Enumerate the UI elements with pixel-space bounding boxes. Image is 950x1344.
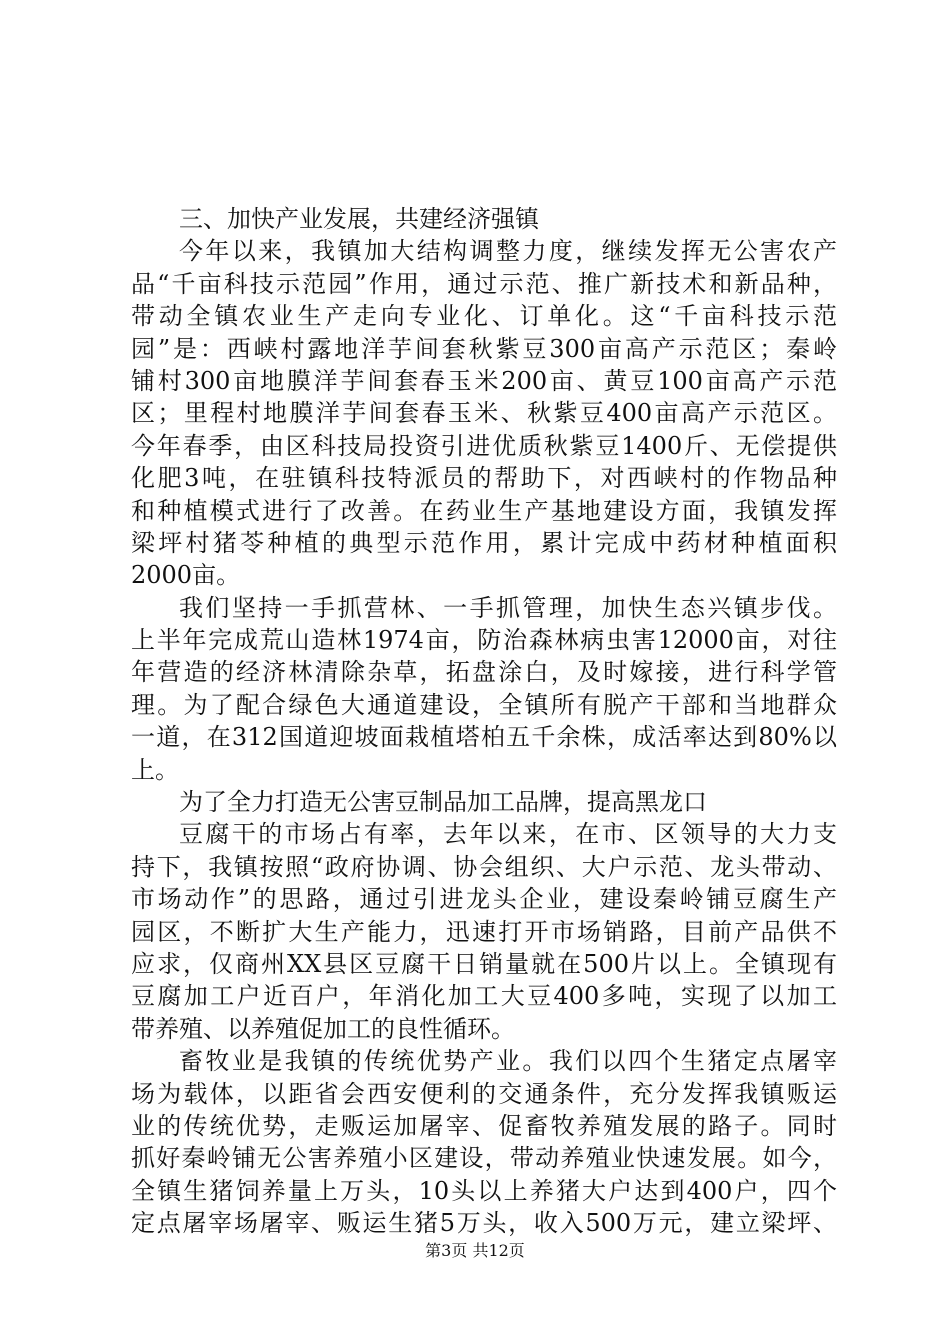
- text-line: 和种植模式进行了改善。在药业生产基地建设方面，我镇发挥: [131, 496, 837, 525]
- text-line: 今年以来，我镇加大结构调整力度，继续发挥无公害农产: [179, 237, 837, 266]
- text-line: 场为载体，以距省会西安便利的交通条件，充分发挥我镇贩运: [131, 1079, 837, 1108]
- text-line: 全镇生猪饲养量上万头，10头以上养猪大户达到400户，四个: [131, 1176, 837, 1205]
- text-line: 园区，不断扩大生产能力，迅速打开市场销路，目前产品供不: [131, 917, 837, 946]
- text-line: 年营造的经济林清除杂草，拓盘涂白，及时嫁接，进行科学管: [131, 658, 837, 687]
- text-line: 上。: [131, 755, 179, 784]
- text-line: 铺村300亩地膜洋芋间套春玉米200亩、黄豆100亩高产示范: [131, 366, 837, 395]
- text-line: 畜牧业是我镇的传统优势产业。我们以四个生猪定点屠宰: [179, 1047, 837, 1076]
- text-line: 梁坪村猪苓种植的典型示范作用，累计完成中药材种植面积: [131, 528, 837, 557]
- text-line: 品“千亩科技示范园”作用，通过示范、推广新技术和新品种，: [131, 269, 837, 298]
- text-line: 我们坚持一手抓营林、一手抓管理，加快生态兴镇步伐。: [179, 593, 837, 622]
- text-line: 为了全力打造无公害豆制品加工品牌，提高黑龙口: [179, 788, 707, 817]
- text-line: 园”是：西峡村露地洋芋间套秋紫豆300亩高产示范区；秦岭: [131, 334, 837, 363]
- text-line: 豆腐加工户近百户，年消化加工大豆400多吨，实现了以加工: [131, 982, 837, 1011]
- text-line: 今年春季，由区科技局投资引进优质秋紫豆1400斤、无偿提供: [131, 431, 837, 460]
- text-line: 豆腐干的市场占有率，去年以来，在市、区领导的大力支: [179, 820, 837, 849]
- text-line: 上半年完成荒山造林1974亩，防治森林病虫害12000亩，对往: [131, 626, 837, 655]
- text-line: 2000亩。: [131, 561, 241, 590]
- text-line: 一道，在312国道迎坡面栽植塔柏五千余株，成活率达到80%以: [131, 723, 837, 752]
- text-line: 业的传统优势，走贩运加屠宰、促畜牧养殖发展的路子。同时: [131, 1111, 837, 1140]
- document-body: [131, 203, 837, 1240]
- text-line: 带养殖、以养殖促加工的良性循环。: [131, 1014, 515, 1043]
- text-line: 化肥3吨，在驻镇科技特派员的帮助下，对西峡村的作物品种: [131, 464, 837, 493]
- text-line: 区；里程村地膜洋芋间套春玉米、秋紫豆400亩高产示范区。: [131, 399, 837, 428]
- text-line: 持下，我镇按照“政府协调、协会组织、大户示范、龙头带动、: [131, 852, 837, 881]
- text-line: 市场动作”的思路，通过引进龙头企业，建设秦岭铺豆腐生产: [131, 885, 837, 914]
- text-line: 抓好秦岭铺无公害养殖小区建设，带动养殖业快速发展。如今，: [131, 1144, 837, 1173]
- text-line: 理。为了配合绿色大通道建设，全镇所有脱产干部和当地群众: [131, 690, 837, 719]
- text-line: 应求，仅商州XX县区豆腐干日销量就在500片以上。全镇现有: [131, 949, 837, 978]
- page-footer: 第3页 共12页: [425, 1241, 525, 1260]
- text-line: 定点屠宰场屠宰、贩运生猪5万头，收入500万元，建立梁坪、: [131, 1209, 837, 1238]
- text-line: 带动全镇农业生产走向专业化、订单化。这“千亩科技示范: [131, 302, 837, 331]
- text-line: 三、加快产业发展，共建经济强镇: [179, 205, 539, 233]
